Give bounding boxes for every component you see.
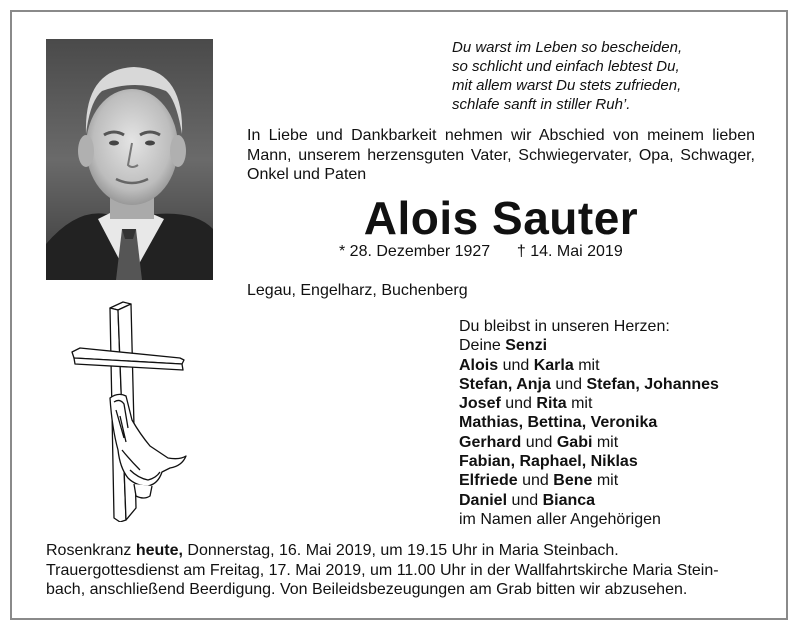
family-member-line (459, 433, 779, 452)
family-member-name: Bianca (542, 491, 596, 509)
family-member-name: Stefan, Johannes (586, 375, 719, 393)
family-members (459, 336, 779, 510)
deceased-name: Alois Sauter (363, 192, 639, 244)
family-member-line (459, 491, 779, 510)
birth-date: * 28. Dezember 1927 (339, 243, 491, 260)
funeral-line: Trauergottesdienst am Freitag, 17. Mai 2019, um 11.00 Uhr in der Wallfahrtskirche Maria Stein- (46, 561, 719, 579)
family-member-name: Stefan, Anja (459, 375, 551, 393)
death-date: † 14. Mai 2019 (516, 243, 623, 260)
poem-line: Du warst im Leben so bescheiden, (452, 39, 683, 56)
family-member-name: Fabian, Raphael, Niklas (459, 453, 638, 471)
family-member-line (459, 413, 779, 432)
rosary-line (46, 541, 756, 561)
family-member-name: Gerhard (459, 433, 522, 451)
family-connector: mit (566, 395, 593, 413)
family-heading: Du bleibst in unseren Herzen: (459, 318, 670, 335)
family-connector: mit (592, 472, 619, 490)
family-member-name: Mathias, Bettina, Veronika (459, 414, 658, 432)
rosary-today: heute, (135, 542, 183, 559)
family-member-name: Daniel (459, 491, 508, 509)
family-member-line (459, 375, 779, 394)
family-member-line (459, 471, 779, 490)
family-member-line (459, 452, 779, 471)
family-connector: und (498, 356, 534, 374)
family-member-line (459, 336, 779, 355)
family-list (459, 317, 779, 529)
funeral-line-continued: bach, anschließend Beerdigung. Von Beileidsbezeugungen am Grab bitten wir abzusehen. (46, 581, 688, 598)
family-member-line (459, 394, 779, 413)
life-dates (339, 243, 623, 261)
family-connector: Deine (459, 337, 506, 355)
family-member-name: Senzi (505, 337, 548, 355)
portrait-photo (46, 39, 213, 280)
cross-praying-hands-icon (70, 300, 190, 522)
family-member-line (459, 356, 779, 375)
family-member-name: Elfriede (459, 472, 518, 490)
family-connector: und (507, 491, 543, 509)
family-member-name: Josef (459, 395, 501, 413)
family-connector: und (521, 433, 557, 451)
places: Legau, Engelharz, Buchenberg (247, 282, 468, 299)
family-connector: mit (573, 356, 600, 374)
family-member-name: Alois (459, 356, 499, 374)
family-member-name: Bene (553, 472, 593, 490)
family-member-name: Rita (536, 395, 567, 413)
family-member-name: Gabi (556, 433, 593, 451)
family-member-name: Karla (533, 356, 574, 374)
family-connector: und (517, 472, 554, 490)
memorial-poem (452, 38, 752, 114)
family-closing: im Namen aller Angehörigen (459, 510, 661, 528)
poem-line: schlafe sanft in stiller Ruh’. (452, 96, 631, 113)
farewell-text: In Liebe und Dankbarkeit nehmen wir Abschied von meinem lieben Mann, unserem herzensguten Vater, Schwiegervater, Opa, Schwager, Onkel und Paten (247, 127, 755, 183)
family-connector: mit (592, 433, 619, 451)
poem-line: so schlicht und einfach lebtest Du, (452, 58, 680, 75)
rosary-prefix: Rosenkranz (46, 542, 136, 559)
family-connector: und (550, 375, 587, 393)
poem-line: mit allem warst Du stets zufrieden, (452, 77, 682, 94)
service-details (46, 541, 756, 600)
rosary-details: Donnerstag, 16. Mai 2019, um 19.15 Uhr in Maria Steinbach. (182, 542, 619, 559)
family-connector: und (500, 395, 537, 413)
